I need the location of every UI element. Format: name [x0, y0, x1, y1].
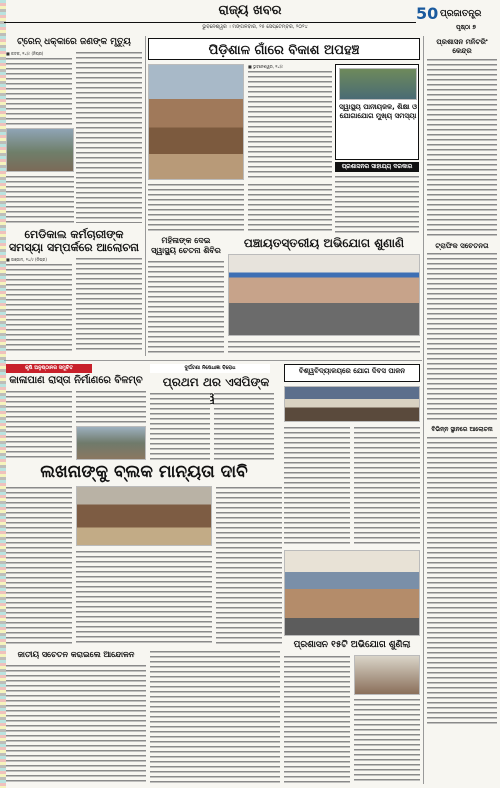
headline-admin: ପ୍ରଶାସନର ସାହାଯ୍ୟ ଦରକାର [335, 162, 419, 172]
byline: ■ ଭୁବନେଶ୍ୱର, ୨୪/୯ [248, 64, 284, 69]
headline-medical: ମେଡିକାଲ କର୍ମଚାରୀଙ୍କ ସମସ୍ୟା ସମ୍ପର୍କରେ ଆଲୋଚନା [8, 228, 139, 254]
story-text [76, 390, 146, 424]
headline-right-top: ପ୍ରଶାସନ ମନିଟରିଂ କେନ୍ଦ୍ର [436, 38, 488, 55]
kicker-kala: କୃଷି ଅନୁଷ୍ଠାନର ସମୁଚିତ [6, 364, 92, 373]
photo-meeting [76, 486, 212, 546]
story-text [148, 260, 224, 356]
story-text [427, 252, 497, 422]
headline-train: ଟ୍ରେନ୍ ଧକ୍କାରେ ଜଣଙ୍କ ମୃତ୍ୟୁ [17, 37, 131, 47]
headline-awareness: ଜାତୀୟ ସଚେତନ କରାଇଲେ ଆନ୍ଦୋଳନ [17, 650, 135, 659]
headline-kala: କାଳାପାଣ ରାସ୍ତା ନିର୍ମାଣରେ ବିଳମ୍ବ [9, 375, 143, 386]
story-text [354, 698, 420, 784]
headline-main-text: ପିଡ଼ିଶାଳ ଗାଁରେ ବିକାଶ ଅପହଞ୍ଚ [208, 43, 360, 58]
story-text [148, 183, 244, 233]
masthead-rule [4, 22, 416, 23]
logo [414, 4, 498, 26]
registration-marks [0, 0, 6, 788]
story-text [76, 550, 212, 646]
kicker-sp: ଦୁର୍ଘଟଣା ନିଷେଧାଜ୍ଞା ବିରୋଧ [150, 364, 270, 373]
story-text [76, 257, 142, 353]
story-text [248, 70, 332, 180]
photo-panchayat-meeting [228, 254, 420, 336]
column-rule [145, 36, 146, 356]
headline-main [148, 38, 420, 60]
health-box [335, 64, 419, 160]
story-text [216, 486, 282, 646]
masthead [0, 0, 500, 34]
story-text [427, 436, 497, 726]
byline: ■ ଗଞ୍ଜାମ, ୨୪/୯ (ନିପ୍ର) [6, 257, 47, 262]
headline-university: ବିଶ୍ୱବିଦ୍ୟାଳୟରେ ଯୋଗ ଦିବସ ପାଳନ [298, 367, 406, 375]
photo-village-house [148, 64, 244, 180]
story-text [354, 426, 420, 546]
story-text [6, 57, 72, 125]
story-text [6, 263, 72, 353]
headline-right-low: ବିଭିନ୍ନ ସ୍ଥାନରେ ଆଲୋଚନା [431, 426, 493, 433]
headline-prasasan: ପ୍ରଶାସନ ୧୫ଟି ଅଭିଯୋଗ ଶୁଣିଲା [293, 640, 411, 650]
headline-sp: ପ୍ରଥମ ଥର ଏସପିଙ୍କ [162, 375, 270, 389]
dateline: ଭୁବନେଶ୍ୱର । ମଙ୍ଗଳବାର, ୨୫ ସେପ୍ଟେମ୍ବର, ୨୦୨୪ [202, 24, 308, 30]
photo-pond [339, 68, 417, 100]
story-text [6, 664, 146, 784]
photo-road [76, 426, 146, 460]
page-label: ପୃଷ୍ଠା ୭ [456, 24, 477, 31]
photo-group [284, 550, 420, 636]
story-text [335, 175, 419, 233]
logo-number: 50 [416, 4, 439, 23]
story-text [214, 392, 274, 462]
photo-university [284, 386, 420, 422]
story-text [6, 175, 74, 223]
story-text [284, 426, 350, 546]
byline: ■ କଟକ, ୨୪/୯ (ନିପ୍ର) [6, 51, 44, 56]
section-rule [4, 360, 422, 361]
story-text [284, 655, 350, 784]
story-text [248, 183, 332, 233]
story-text [6, 486, 72, 646]
story-text [150, 650, 280, 784]
story-text [150, 392, 210, 462]
story-text [76, 51, 142, 223]
section-title: ରାଜ୍ୟ ଖବର [218, 3, 282, 18]
health-box-title: ସ୍ୱାସ୍ଥ୍ୟ ପାନୀୟଜଳ, ଶିକ୍ଷା ଓ ଯୋଗାଯୋଗ ମୁଖ୍ୟ ସମସ୍ୟା [339, 103, 417, 120]
headline-right-mid: ଟ୍ରାଫିକ ସଚେତନତା [435, 242, 489, 250]
column-rule [423, 36, 424, 784]
photo-train [6, 128, 74, 172]
logo-name: ପ୍ରଜାତନ୍ତ୍ର [440, 9, 482, 19]
story-text [6, 390, 72, 460]
headline-panchayat: ପଞ୍ଚାୟତସ୍ତରୀୟ ଅଭିଯୋଗ ଶୁଣାଣି [243, 236, 405, 250]
headline-women: ମହିଳାଙ୍କ ଦେଇ ସ୍ୱାସ୍ଥ୍ୟ ଚେତନା ଶିବିର [151, 236, 221, 255]
headline-lakhanakhu: ଲଖନାଙ୍କୁ ବ୍ଲକ ମାନ୍ୟତା ଦାବି [40, 462, 248, 482]
university-box [284, 364, 420, 382]
story-text [427, 58, 497, 238]
photo-prasasan [354, 655, 420, 695]
story-text [228, 340, 420, 356]
